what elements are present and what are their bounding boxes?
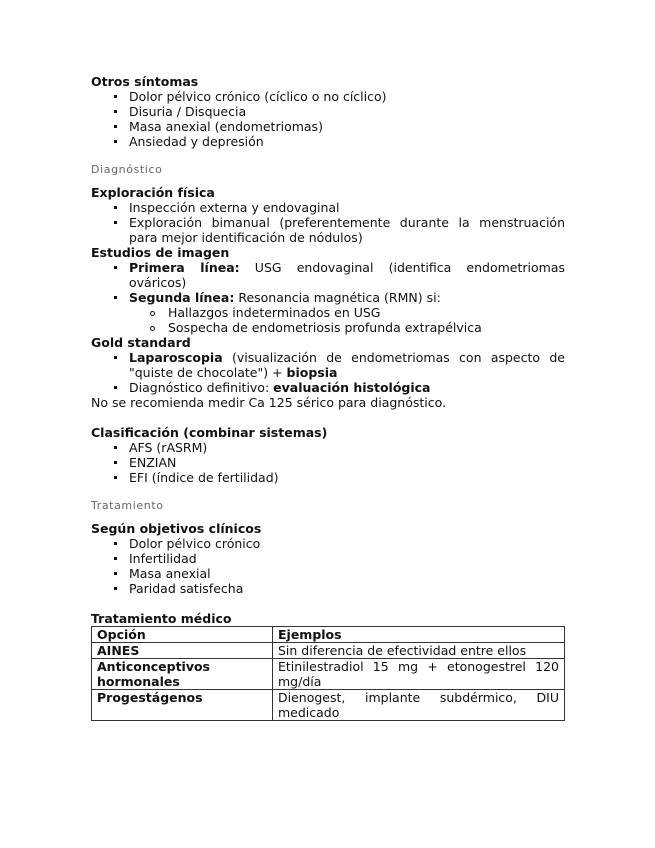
list-item-laparoscopia xyxy=(91,350,565,380)
evaluacion-histologica-label: evaluación histológica xyxy=(273,380,431,395)
cell-ejemplos: Etinilestradiol 15 mg + etonogestrel 120 mg/día xyxy=(273,659,565,690)
tratamiento-medico-table xyxy=(91,626,565,721)
cell-opcion: Anticonceptivos hormonales xyxy=(92,659,273,690)
exploracion-heading: Exploración física xyxy=(91,185,215,200)
list-item-diagnostico-definitivo xyxy=(91,380,565,395)
table-header-row xyxy=(92,627,565,643)
diagnostico-section-label: Diagnóstico xyxy=(91,163,163,176)
gold-standard-heading: Gold standard xyxy=(91,335,191,350)
list-item: Infertilidad xyxy=(91,551,565,566)
primera-linea-text: USG endovaginal (identifica endometriomas ováricos) xyxy=(129,260,565,290)
list-item-primera-linea xyxy=(91,260,565,290)
list-item: Dolor pélvico crónico xyxy=(91,536,565,551)
diagnostico-definitivo-text: Diagnóstico definitivo: xyxy=(129,380,274,395)
segunda-linea-text: Resonancia magnética (RMN) si: xyxy=(234,290,441,305)
list-item: EFI (índice de fertilidad) xyxy=(91,470,565,485)
document-content xyxy=(91,74,565,721)
cell-ejemplos: Sin diferencia de efectividad entre ellos xyxy=(273,643,565,659)
tratamiento-medico-heading: Tratamiento médico xyxy=(91,611,232,626)
clasificacion-list xyxy=(91,440,565,485)
list-item: Dolor pélvico crónico (cíclico o no cíclico) xyxy=(91,89,565,104)
list-item-segunda-linea xyxy=(91,290,565,305)
imagen-list xyxy=(91,260,565,305)
imagen-heading: Estudios de imagen xyxy=(91,245,230,260)
otros-sintomas-list xyxy=(91,89,565,149)
laparoscopia-label: Laparoscopia xyxy=(129,350,223,365)
table-row xyxy=(92,690,565,721)
list-item: Ansiedad y depresión xyxy=(91,134,565,149)
list-item: Masa anexial xyxy=(91,566,565,581)
primera-linea-label: Primera línea: xyxy=(129,260,240,275)
otros-sintomas-heading: Otros síntomas xyxy=(91,74,199,89)
clasificacion-heading: Clasificación (combinar sistemas) xyxy=(91,425,328,440)
cell-opcion: Progestágenos xyxy=(92,690,273,721)
list-item: AFS (rASRM) xyxy=(91,440,565,455)
list-item: ENZIAN xyxy=(91,455,565,470)
objetivos-list xyxy=(91,536,565,596)
exploracion-list xyxy=(91,200,565,245)
table-row xyxy=(92,659,565,690)
list-item: Inspección externa y endovaginal xyxy=(91,200,565,215)
header-opcion: Opción xyxy=(92,627,273,643)
ca125-note: No se recomienda medir Ca 125 sérico para diagnóstico. xyxy=(91,395,447,410)
header-ejemplos: Ejemplos xyxy=(273,627,565,643)
cell-opcion: AINES xyxy=(92,643,273,659)
objetivos-heading: Según objetivos clínicos xyxy=(91,521,262,536)
cell-ejemplos: Dienogest, implante subdérmico, DIU medicado xyxy=(273,690,565,721)
list-item: Exploración bimanual (preferentemente durante la menstruación para mejor identificación de nódulos) xyxy=(91,215,565,245)
tratamiento-section-label: Tratamiento xyxy=(91,499,164,512)
list-item: Paridad satisfecha xyxy=(91,581,565,596)
segunda-linea-label: Segunda línea: xyxy=(129,290,235,305)
list-item: Masa anexial (endometriomas) xyxy=(91,119,565,134)
list-item: Disuria / Disquecia xyxy=(91,104,565,119)
segunda-linea-sublist xyxy=(91,305,565,335)
laparoscopia-text: (visualización de endometriomas con aspecto de "quiste de chocolate") + xyxy=(129,350,565,380)
gold-standard-list xyxy=(91,350,565,395)
table-row xyxy=(92,643,565,659)
biopsia-label: biopsia xyxy=(286,365,338,380)
sublist-item: Sospecha de endometriosis profunda extrapélvica xyxy=(91,320,565,335)
sublist-item: Hallazgos indeterminados en USG xyxy=(91,305,565,320)
